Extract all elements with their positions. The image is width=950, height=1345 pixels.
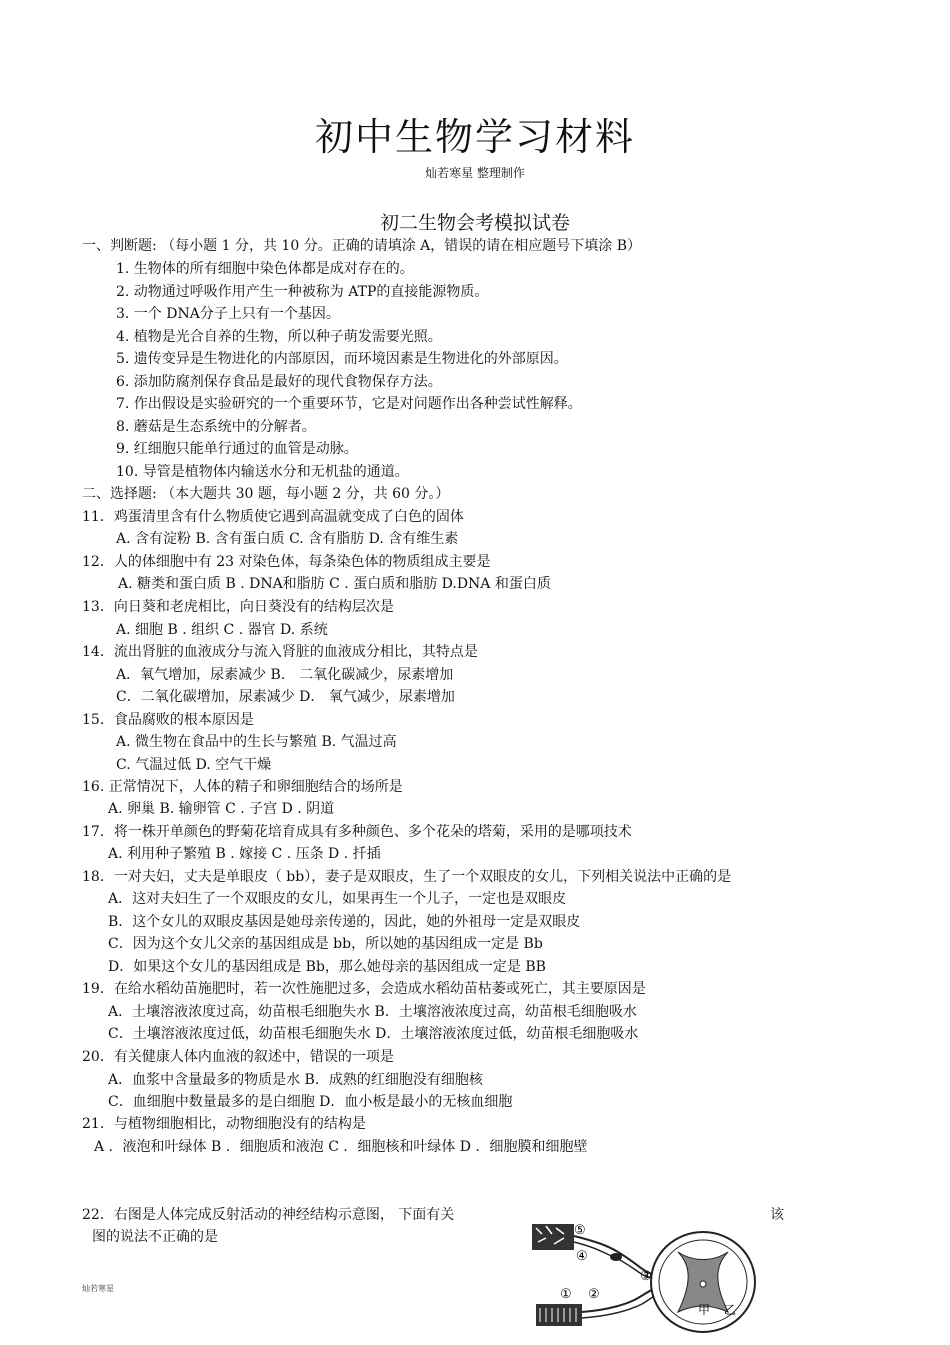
central-canal <box>700 1281 706 1287</box>
text-line: A．这对夫妇生了一个双眼皮的女儿，如果再生一个儿子，一定也是双眼皮 <box>108 891 567 907</box>
page-title: 初中生物学习材料 <box>314 115 635 159</box>
text-line: A. 含有淀粉 B. 含有蛋白质 C. 含有脂肪 D. 含有维生素 <box>116 531 459 547</box>
text-line: 14．流出肾脏的血液成分与流入肾脏的血液成分相比，其特点是 <box>82 644 478 660</box>
text-line: A. 糖类和蛋白质 B . DNA和脂肪 C . 蛋白质和脂肪 D.DNA 和蛋白质 <box>118 576 551 592</box>
reflex-arc-diagram <box>518 1212 758 1345</box>
text-line: 5. 遗传变异是生物进化的内部原因，而环境因素是生物进化的外部原因。 <box>116 351 568 367</box>
text-line: A. 利用种子繁殖 B . 嫁接 C . 压条 D . 扦插 <box>108 846 381 862</box>
text-line: C．血细胞中数量最多的是白细胞 D．血小板是最小的无核血细胞 <box>108 1094 513 1110</box>
text-line: 22．右图是人体完成反射活动的神经结构示意图， 下面有关 <box>82 1207 455 1223</box>
text-line: 一、判断题: （每小题 1 分，共 10 分。正确的请填涂 A，错误的请在相应题号下填涂 B） <box>82 238 641 254</box>
text-line: A．土壤溶液浓度过高，幼苗根毛细胞失水 B．土壤溶液浓度过高，幼苗根毛细胞吸水 <box>108 1004 637 1020</box>
label-yi: 乙 <box>724 1303 737 1317</box>
text-line: 该 <box>770 1207 784 1223</box>
text-line: 20．有关健康人体内血液的叙述中，错误的一项是 <box>82 1049 394 1065</box>
ganglion <box>610 1253 622 1261</box>
label-4: ④ <box>576 1249 588 1264</box>
byline: 灿若寒星 整理制作 <box>425 166 525 180</box>
text-line: 17．将一株开单颜色的野菊花培育成具有多种颜色、多个花朵的塔菊，采用的是哪项技术 <box>82 824 632 840</box>
label-3: ③ <box>640 1269 652 1284</box>
text-line: A. 卵巢 B. 输卵管 C . 子宫 D . 阴道 <box>108 801 335 817</box>
label-jia: 甲 <box>698 1303 711 1317</box>
effector-block <box>536 1304 582 1326</box>
text-line: C．因为这个女儿父亲的基因组成是 bb，所以她的基因组成一定是 Bb <box>108 936 543 952</box>
label-5: ⑤ <box>574 1223 586 1238</box>
text-line: 二、选择题: （本大题共 30 题，每小题 2 分，共 60 分。） <box>82 486 450 502</box>
text-line: C. 气温过低 D. 空气干燥 <box>116 757 272 773</box>
text-line: 21．与植物细胞相比，动物细胞没有的结构是 <box>82 1116 366 1132</box>
page-footer: 灿若寒星 <box>82 1284 114 1293</box>
text-line: A ．液泡和叶绿体 B ．细胞质和液泡 C ．细胞核和叶绿体 D ．细胞膜和细胞壁 <box>94 1139 588 1155</box>
label-2: ② <box>588 1287 600 1302</box>
text-line: C．土壤溶液浓度过低，幼苗根毛细胞失水 D．土壤溶液浓度过低，幼苗根毛细胞吸水 <box>108 1026 639 1042</box>
label-1: ① <box>560 1287 572 1302</box>
text-line: 8. 蘑菇是生态系统中的分解者。 <box>116 419 316 435</box>
text-line: A. 微生物在食品中的生长与繁殖 B. 气温过高 <box>116 734 397 750</box>
text-line: 9. 红细胞只能单行通过的血管是动脉。 <box>116 441 358 457</box>
text-line: 7. 作出假设是实验研究的一个重要环节，它是对问题作出各种尝试性解释。 <box>116 396 582 412</box>
text-line: 16. 正常情况下，人体的精子和卵细胞结合的场所是 <box>82 779 403 795</box>
text-line: 3. 一个 DNA分子上只有一个基因。 <box>116 306 340 322</box>
text-line: 10. 导管是植物体内输送水分和无机盐的通道。 <box>116 464 409 480</box>
text-line: D．如果这个女儿的基因组成是 Bb，那么她母亲的基因组成一定是 BB <box>108 959 546 975</box>
text-line: 6. 添加防腐剂保存食品是最好的现代食物保存方法。 <box>116 374 442 390</box>
text-line: 12．人的体细胞中有 23 对染色体，每条染色体的物质组成主要是 <box>82 554 491 570</box>
text-line: 1. 生物体的所有细胞中染色体都是成对存在的。 <box>116 261 414 277</box>
text-line: 19．在给水稻幼苗施肥时，若一次性施肥过多，会造成水稻幼苗枯萎或死亡，其主要原因是 <box>82 981 646 997</box>
receptor-block <box>532 1224 574 1250</box>
text-line: B．这个女儿的双眼皮基因是她母亲传递的，因此，她的外祖母一定是双眼皮 <box>108 914 581 930</box>
text-line: 2. 动物通过呼吸作用产生一种被称为 ATP的直接能源物质。 <box>116 284 489 300</box>
text-line: 18．一对夫妇，丈夫是单眼皮（ bb），妻子是双眼皮，生了一个双眼皮的女儿，下列相关说法中正确的是 <box>82 869 732 885</box>
text-line: A．血浆中含量最多的物质是水 B．成熟的红细胞没有细胞核 <box>108 1072 483 1088</box>
text-line: C．二氧化碳增加，尿素减少 D． 氧气减少，尿素增加 <box>116 689 455 705</box>
text-line: 图的说法不正确的是 <box>92 1229 218 1245</box>
text-line: 15．食品腐败的根本原因是 <box>82 712 254 728</box>
text-line: 4. 植物是光合自养的生物，所以种子萌发需要光照。 <box>116 329 442 345</box>
text-line: A. 细胞 B . 组织 C . 器官 D. 系统 <box>116 622 328 638</box>
text-line: A．氧气增加，尿素减少 B． 二氧化碳减少，尿素增加 <box>116 667 454 683</box>
exam-title: 初二生物会考模拟试卷 <box>379 212 570 234</box>
text-line: 13．向日葵和老虎相比，向日葵没有的结构层次是 <box>82 599 394 615</box>
text-line: 11．鸡蛋清里含有什么物质使它遇到高温就变成了白色的固体 <box>82 509 464 525</box>
